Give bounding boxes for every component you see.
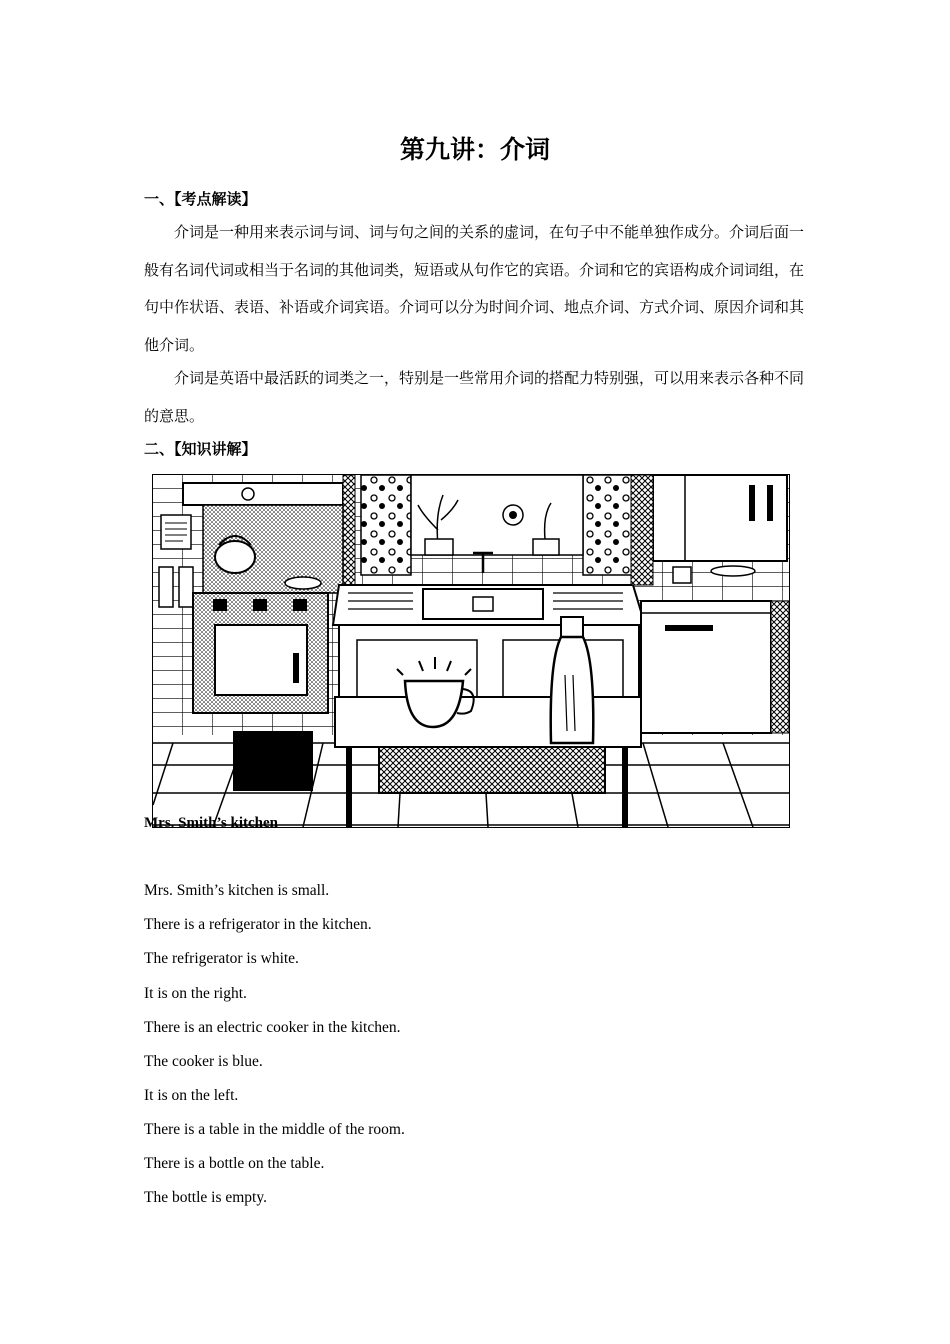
- sentence-9: There is a bottle on the table.: [144, 1155, 325, 1172]
- sentence-8: There is a table in the middle of the room.: [144, 1121, 405, 1138]
- sentence-3: The refrigerator is white.: [144, 950, 299, 967]
- paragraph-2: 介词是英语中最活跃的词类之一，特别是一些常用介词的搭配力特别强，可以用来表示各种不同的意思。: [144, 369, 805, 425]
- sentence-7: It is on the left.: [144, 1087, 239, 1104]
- sentence-6: The cooker is blue.: [144, 1053, 263, 1070]
- sentence-1: Mrs. Smith’s kitchen is small.: [144, 882, 330, 899]
- kitchen-illustration: [152, 474, 790, 828]
- sentence-5: There is an electric cooker in the kitchen.: [144, 1019, 401, 1036]
- figure-caption: Mrs. Smith’s kitchen: [144, 815, 279, 831]
- paragraph-1: 介词是一种用来表示词与词、词与句之间的关系的虚词，在句子中不能单独作成分。介词后面一般有名词代词或相当于名词的其他词类，短语或从句作它的宾语。介词和它的宾语构成介词词组，在句中作状语、表语、补语或介词宾语。介词可以分为时间介词、地点介词、方式介词、原因介词和其他介词。: [144, 223, 805, 354]
- page-title: 第九讲：介词: [399, 135, 550, 164]
- sentence-10: The bottle is empty.: [144, 1189, 267, 1206]
- sentence-2: There is a refrigerator in the kitchen.: [144, 916, 372, 933]
- kitchen-drawing: [153, 475, 789, 827]
- sentence-4: It is on the right.: [144, 985, 247, 1002]
- section-heading-2: 二、【知识讲解】: [144, 440, 257, 458]
- section-heading-1: 一、【考点解读】: [144, 190, 257, 208]
